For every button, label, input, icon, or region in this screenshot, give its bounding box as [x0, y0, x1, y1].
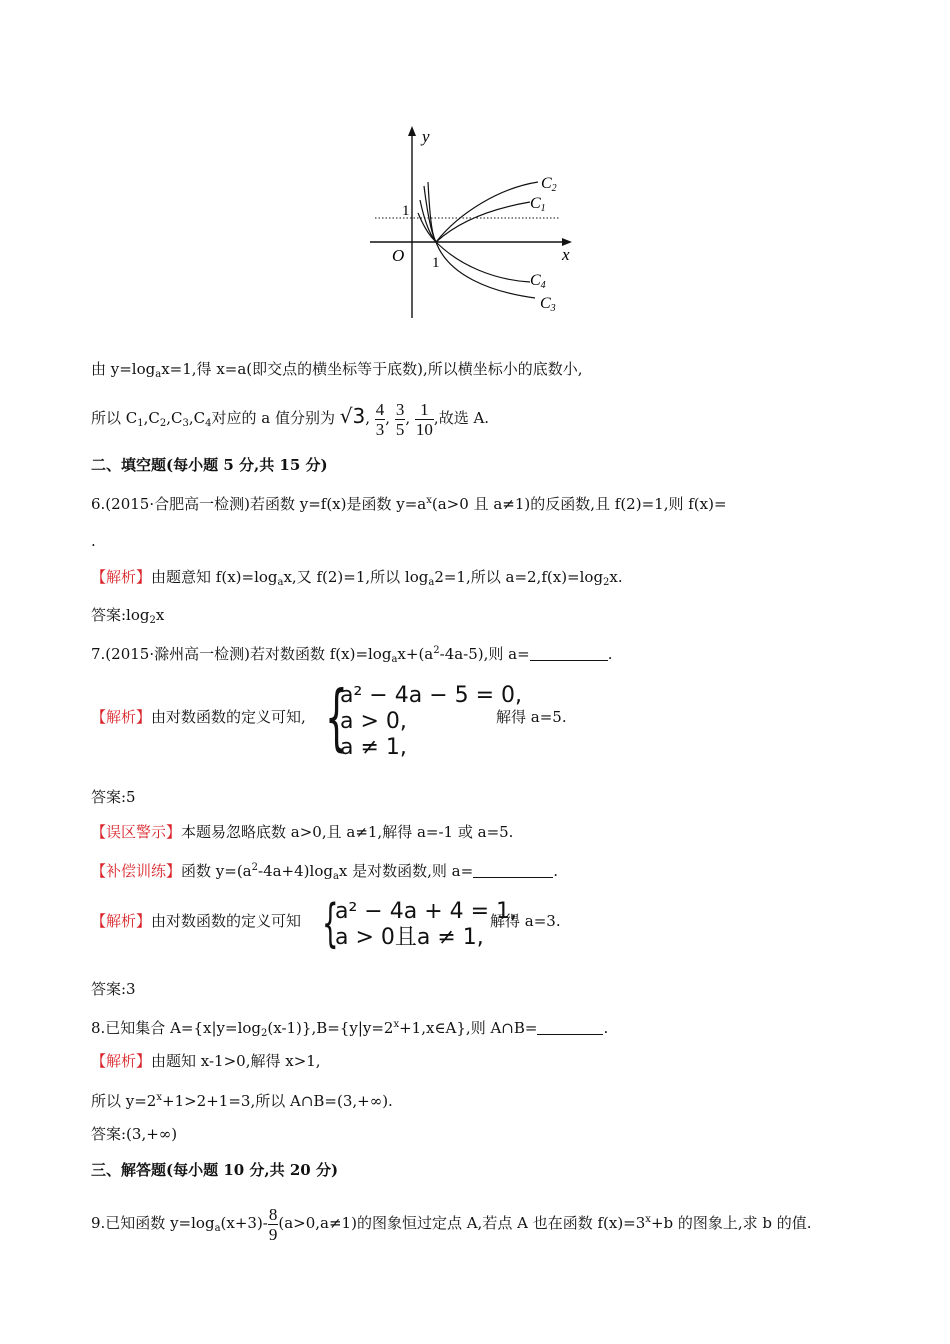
q6-answer: 答案$:\log_2x$: [91, 606, 165, 626]
answer-blank: [473, 863, 553, 878]
q7-warning: 【误区警示】本题易忽略底数 a>0,且 a≠1,解得 a=-1 或 a=5.: [91, 823, 514, 841]
q9-stem: 9.已知函数 $y=\log_a(x+3)-$ $\frac{8}{9}$ (a>0,a≠1)的图象恒过定点 A,若点 A 也在函数 $f(x)=3^x+b$ 的图象上,求 b 的值.: [91, 1204, 812, 1244]
answer-blank: [530, 646, 608, 661]
analysis-tag: 【解析】: [91, 708, 152, 726]
label-c3: C3: [540, 295, 556, 314]
q5-analysis-line1: 由 $y=\log_ax=1$,得 x=a(即交点的横坐标等于底数),所以横坐标小的底数小,: [91, 360, 583, 380]
q7-compensation: 【补偿训练】函数 $y=(a^2-4a+4)\log_ax$ 是对数函数,则 a= .: [91, 862, 558, 882]
q7-comp-system-brace: {: [322, 894, 339, 954]
fraction-8-9: $\frac{8}{9}$: [268, 1204, 278, 1244]
label-c1: C1: [530, 195, 546, 214]
analysis-tag: 【解析】: [91, 912, 152, 930]
sqrt-three: √3: [339, 404, 366, 428]
q7-eq5: a > 0且a ≠ 1,: [335, 925, 484, 950]
q7-eq2: a > 0,: [340, 709, 407, 734]
fraction-1-10: $\frac{1}{10}$: [415, 399, 433, 439]
q7-eq4: a² − 4a + 4 = 1,: [335, 899, 518, 924]
label-c2: C2: [541, 175, 557, 194]
q7-comp-analysis-result: 解得 a=3.: [490, 912, 561, 930]
label-c4: C4: [530, 272, 546, 291]
fraction-4-3: $\frac{4}{3}$: [375, 399, 385, 439]
q8-analysis-line2: 所以 $y=2^x+1>2+1=3$,所以 A∩B=(3,+∞).: [91, 1092, 393, 1110]
curve-c1: [424, 186, 530, 242]
q7-equation-system: [340, 683, 522, 761]
y-axis-label: y: [422, 127, 430, 146]
log-curves-graph: [360, 120, 600, 325]
q7-system-brace: {: [325, 675, 348, 759]
compensation-tag: 【补偿训练】: [91, 862, 182, 880]
origin-label: O: [392, 246, 405, 265]
q6-analysis: 【解析】由题意知 $f(x)=\log_ax$,又 f(2)=1,所以 $\log_a2=1$,所以 $a=2,f(x)=\log_2x$.: [91, 568, 623, 588]
y-one-label: 1: [402, 203, 410, 219]
q7-eq1: a² − 4a − 5 = 0,: [340, 683, 523, 708]
q7-comp-analysis-lead: 【解析】由对数函数的定义可知: [91, 912, 302, 930]
q7-answer: 答案:5: [91, 788, 136, 806]
y-axis-arrow: [408, 126, 416, 136]
q8-stem: 8.已知集合 $A=\{x|y=\log_2(x-1)\},B=\{y|y=2^x+1,x\in A\}$,则 A∩B= .: [91, 1019, 609, 1039]
warning-tag: 【误区警示】: [91, 823, 182, 841]
q5-analysis-line2: 所以 $C_1,C_2,C_3,C_4$对应的 a 值分别为 √3, $\frac{4}{3}$ , $\frac{3}{5}$ , $\frac{1}{10}$ ,故选 A.: [91, 399, 490, 439]
x-one-label: 1: [432, 255, 440, 271]
q6-stem-end: .: [91, 532, 96, 550]
section-answer-title: 三、解答题(每小题 10 分,共 20 分): [91, 1161, 339, 1179]
q8-answer: 答案:(3,+∞): [91, 1125, 178, 1143]
section-fill-blank-title: 二、填空题(每小题 5 分,共 15 分): [91, 456, 328, 474]
q7-eq3: a ≠ 1,: [340, 735, 407, 760]
q7-stem: 7.(2015·滁州高一检测)若对数函数 $f(x)=\log_ax+(a^2-4a-5)$,则 a= .: [91, 645, 613, 665]
analysis-tag: 【解析】: [91, 568, 152, 586]
answer-blank: [537, 1020, 603, 1035]
curve-c2: [418, 182, 538, 242]
q7-analysis-lead: 【解析】由对数函数的定义可知,: [91, 708, 306, 726]
fraction-3-5: $\frac{3}{5}$: [395, 399, 405, 439]
analysis-tag: 【解析】: [91, 1052, 152, 1070]
q6-stem: 6.(2015·合肥高一检测)若函数 y=f(x)是函数 $y=a^x(a>0$ 且 a≠1)的反函数,且 f(2)=1,则 f(x)=: [91, 495, 727, 513]
q8-analysis: 【解析】由题知 x-1>0,解得 x>1,: [91, 1052, 321, 1070]
q7-comp-answer: 答案:3: [91, 980, 136, 998]
x-axis-label: x: [562, 245, 570, 264]
q7-analysis-result: 解得 a=5.: [496, 708, 567, 726]
